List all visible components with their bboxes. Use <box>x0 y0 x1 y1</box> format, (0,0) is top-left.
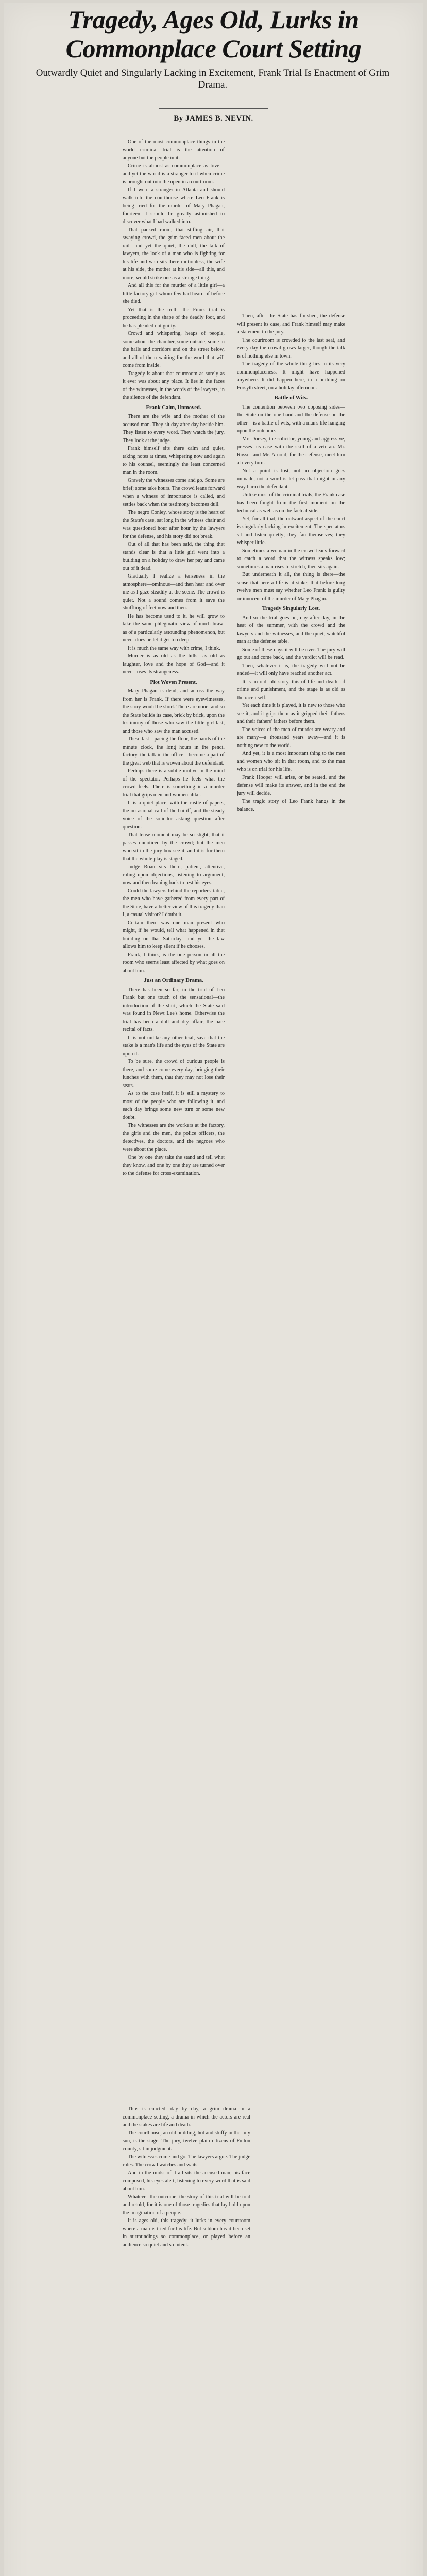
paragraph: The voices of the men of murder are weary and are many—a thousand years away—and it is nothing new to the world. <box>237 726 345 749</box>
headline: Tragedy, Ages Old, Lurks in Commonplace Court Setting <box>65 5 362 63</box>
paragraph: Whatever the outcome, the story of this trial will be told and retold, for it is one of those tragedies that lay hold upon the imagination of a people. <box>123 2194 250 2216</box>
paragraph: The negro Conley, whose story is the heart of the State's case, sat long in the witness chair and was questioned hour after hour by the lawyers for the defense, and his story did not break. <box>123 510 225 539</box>
paragraph: The courtroom is crowded to the last seat, and every day the crowd grows larger, though the talk is of nothing else in town. <box>237 337 345 359</box>
paragraph: But underneath it all, the thing is there—the sense that here a life is at stake; that before long twelve men must say whether Leo Frank is guilty or innocent of the murder of Mary Phagan. <box>237 572 345 602</box>
paragraph: One by one they take the stand and tell what they know, and one by one they are turned over to the defense for cross-examination. <box>123 1155 225 1176</box>
paragraph: Then, after the State has finished, the defense will present its case, and Frank himself may make a statement to the jury. <box>237 313 345 335</box>
paragraph: It is much the same way with crime, I think. <box>128 645 220 651</box>
article-column-bottom <box>123 2105 250 2576</box>
paragraph: One of the most commonplace things in the world—criminal trial—is the attention of anyone but the people in it. <box>123 139 225 161</box>
paragraph: As to the case itself, it is still a mystery to most of the people who are following it, and each day brings some new turn or some new doubt. <box>123 1091 225 1121</box>
paragraph: Out of all that has been said, the thing that stands clear is that a little girl went into a building on a holiday to draw her pay and came out of it dead. <box>123 541 225 571</box>
paragraph: Certain there was one man present who might, if he would, tell what happened in that building on that Saturday—and yet the law allows him to keep silent if he chooses. <box>123 920 225 950</box>
paragraph: That packed room, that stifling air, that swaying crowd, the grim-faced men about the rail—and yet the quiet, the dull, the talk of lawyers, the look of a man who is fighting for his life and who sits there motionless, the wife at his side, the mother at his side—all this, and more, would strike one as a strange thing. <box>123 227 225 281</box>
paragraph: To be sure, the crowd of curious people is there, and some come every day, bringing their lunches with them, that they may not lose their seats. <box>123 1059 225 1089</box>
paragraph: Gravely the witnesses come and go. Some are brief; some take hours. The crowd leans forward when a witness of importance is called, and settles back when the testimony becomes dull. <box>123 478 225 507</box>
paragraph: The witnesses come and go. The lawyers argue. The judge rules. The crowd watches and waits. <box>123 2154 250 2168</box>
paragraph: Yet each time it is played, it is new to those who see it, and it grips them as it gripped their fathers and their fathers' fathers before them. <box>237 703 345 724</box>
paragraph: Sometimes a woman in the crowd leans forward to catch a word that the witness speaks low; sometimes a man rises to stretch, then sits again. <box>237 548 345 570</box>
paragraph: There has been so far, in the trial of Leo Frank but one touch of the sensational—the introduction of the shirt, which the State said was found in Newt Lee's home. Otherwise the trial has been a dull and dry affair, the bare recital of facts. <box>123 987 225 1032</box>
paragraph: The tragedy of the whole thing lies in its very commonplaceness. It might have happened anywhere. It did happen here, in a building on Forsyth street, on a holiday afternoon. <box>237 361 345 391</box>
subheading: Just an Ordinary Drama. <box>144 978 203 984</box>
subheading: Battle of Wits. <box>274 395 308 401</box>
paragraph: The courthouse, an old building, hot and stuffy in the July sun, is the stage. The jury, twelve plain citizens of Fulton county, sit in judgment. <box>123 2130 250 2152</box>
paragraph: Crowd and whispering, heaps of people, some about the chamber, some outside, some in the halls and corridors and on the street below, and all of them waiting for the word that will come from inside. <box>123 331 225 368</box>
paragraph: Tragedy is about that courtroom as surely as it ever was about any place. It lies in the faces of the witnesses, in the words of the lawyers, in the silence of the defendant. <box>123 370 225 400</box>
paragraph: Unlike most of the criminal trials, the Frank case has been fought from the first moment on the technical as well as on the factual side. <box>237 492 345 514</box>
paragraph: Frank, I think, is the one person in all the room who seems least affected by what goes on about him. <box>123 952 225 974</box>
subheading: Frank Calm, Unmoved. <box>146 404 201 411</box>
paragraph: If I were a stranger in Atlanta and should walk into the courthouse where Leo Frank is being tried for the murder of Mary Phagan, fourteen—I should be greatly astonished to discover what I had walked into. <box>123 187 225 225</box>
paragraph: Crime is almost as commonplace as love—and yet the world is a stranger to it when crime is brought out into the open in a courtroom. <box>123 163 225 185</box>
paragraph: It is a quiet place, with the rustle of papers, the occasional call of the bailiff, and the steady voice of the solicitor asking question after question. <box>123 800 225 830</box>
subheading: Plot Woven Present. <box>150 679 197 685</box>
paragraph: That tense moment may be so slight, that it passes unnoticed by the crowd; but the men who sit in the jury box see it, and it is for them that the whole play is staged. <box>123 832 225 862</box>
paragraph: The tragic story of Leo Frank hangs in the balance. <box>237 799 345 812</box>
paragraph: And so the trial goes on, day after day, in the heat of the summer, with the crowd and the lawyers and the witnesses, and the quiet, watchful man at the defense table. <box>237 615 345 645</box>
paragraph: Thus is enacted, day by day, a grim drama in a commonplace setting, a drama in which the actors are real and the stakes are life and death. <box>123 2106 250 2128</box>
paragraph: Judge Roan sits there, patient, attentive, ruling upon objections, listening to argument, now and then leaning back to rest his eyes. <box>123 864 225 886</box>
paragraph: Not a point is lost, not an objection goes unmade, not a word is let pass that might in any way harm the defendant. <box>237 468 345 490</box>
paragraph: It is ages old, this tragedy; it lurks in every courtroom where a man is tried for his life. But seldom has it been set in surroundings so commonplace, or played before an audience so quiet and so intent. <box>123 2218 250 2248</box>
paragraph: And yet, it is a most important thing to the men and women who sit in that room, and to the man who is on trial for his life. <box>237 751 345 772</box>
deck-rule <box>159 108 268 109</box>
paragraph: The witnesses are the workers at the factory, the girls and the men, the police officers, the detectives, the doctors, and the negroes who were about the place. <box>123 1123 225 1153</box>
paragraph: The contention between two opposing sides—the State on the one hand and the defense on the other—is a battle of wits, with a man's life hanging upon the outcome. <box>237 404 345 434</box>
paragraph: Mary Phagan is dead, and across the way from her is Frank. If there were eyewitnesses, the story would be short. There are none, and so the State builds its case, brick by brick, upon the testimony of those who saw the little girl last, and those who saw the man accused. <box>123 688 225 734</box>
paragraph: Frank Hooper will arise, or be seated, and the defense will make its answer, and in the end the jury will decide. <box>237 774 345 796</box>
paragraph: It is an old, old story, this of life and death, of crime and punishment, and the stage is as old as the race itself. <box>237 679 345 701</box>
paragraph: And in the midst of it all sits the accused man, his face composed, his eyes alert, listening to every word that is said about him. <box>123 2170 250 2192</box>
paragraph: Frank himself sits there calm and quiet, taking notes at times, whispering now and again to his counsel, seemingly the least concerned man in the room. <box>123 446 225 476</box>
paragraph: There are the wife and the mother of the accused man. They sit day after day beside him. They listen to every word. They watch the jury. They look at the judge. <box>123 414 225 444</box>
paragraph: Mr. Dorsey, the solicitor, young and aggressive, presses his case with the skill of a veteran. Mr. Rosser and Mr. Arnold, for the defense, meet him at every turn. <box>237 436 345 466</box>
paragraph: Gradually I realize a tenseness in the atmosphere—ominous—and then hear and over me as I gaze steadily at the scene. The crowd is quiet. Not a sound comes from it save the shuffling of feet now and then. <box>123 573 225 611</box>
subheading: Tragedy Singularly Lost. <box>262 606 320 612</box>
paragraph: It is not unlike any other trial, save that the stake is a man's life and the eyes of the State are upon it. <box>123 1035 225 1057</box>
paragraph: Then, whatever it is, the tragedy will not be ended—it will only have reached another act. <box>237 663 345 676</box>
paragraph: Could the lawyers behind the reporters' table, the men who have gathered from every part of the State, have a better view of this tragedy than I, a casual visitor? I doubt it. <box>123 888 225 918</box>
paragraph: Yet, for all that, the outward aspect of the court is singularly lacking in excitement. The spectators sit and listen quietly; they fan themselves; they whisper little. <box>237 516 345 546</box>
paragraph: Murder is as old as the hills—as old as laughter, love and the hope of God—and it never loses its strangeness. <box>123 653 225 675</box>
article-column-right <box>237 312 345 2091</box>
article-column-left <box>123 138 225 2091</box>
paragraph: He has become used to it, he will grow to take the same phlegmatic view of much brawl as of a particularly astounding phenomenon, but never does he let it get too deep. <box>123 613 225 643</box>
newspaper-page <box>4 3 423 2576</box>
deck: Outwardly Quiet and Singularly Lacking in Excitement, Frank Trial Is Enactment of Grim Drama. <box>36 67 390 90</box>
paragraph: These last—pacing the floor, the hands of the minute clock, the long hours in the pencil factory, the talk in the office—become a part of the great web that is woven about the defendant. <box>123 736 225 766</box>
paragraph: And all this for the murder of a little girl—a little factory girl whom few had heard of before she died. <box>123 283 225 304</box>
paragraph: Perhaps there is a subtle motive in the mind of the spectator. Perhaps he feels what the crowd feels. There is something in a murder trial that grips men and women alike. <box>123 768 225 798</box>
byline: By JAMES B. NEVIN. <box>174 114 253 123</box>
paragraph: Yet that is the truth—the Frank trial is proceeding in the shape of the deadly foot, and he has pleaded not guilty. <box>123 307 225 329</box>
paragraph: Some of these days it will be over. The jury will go out and come back, and the verdict will be read. <box>237 647 345 660</box>
